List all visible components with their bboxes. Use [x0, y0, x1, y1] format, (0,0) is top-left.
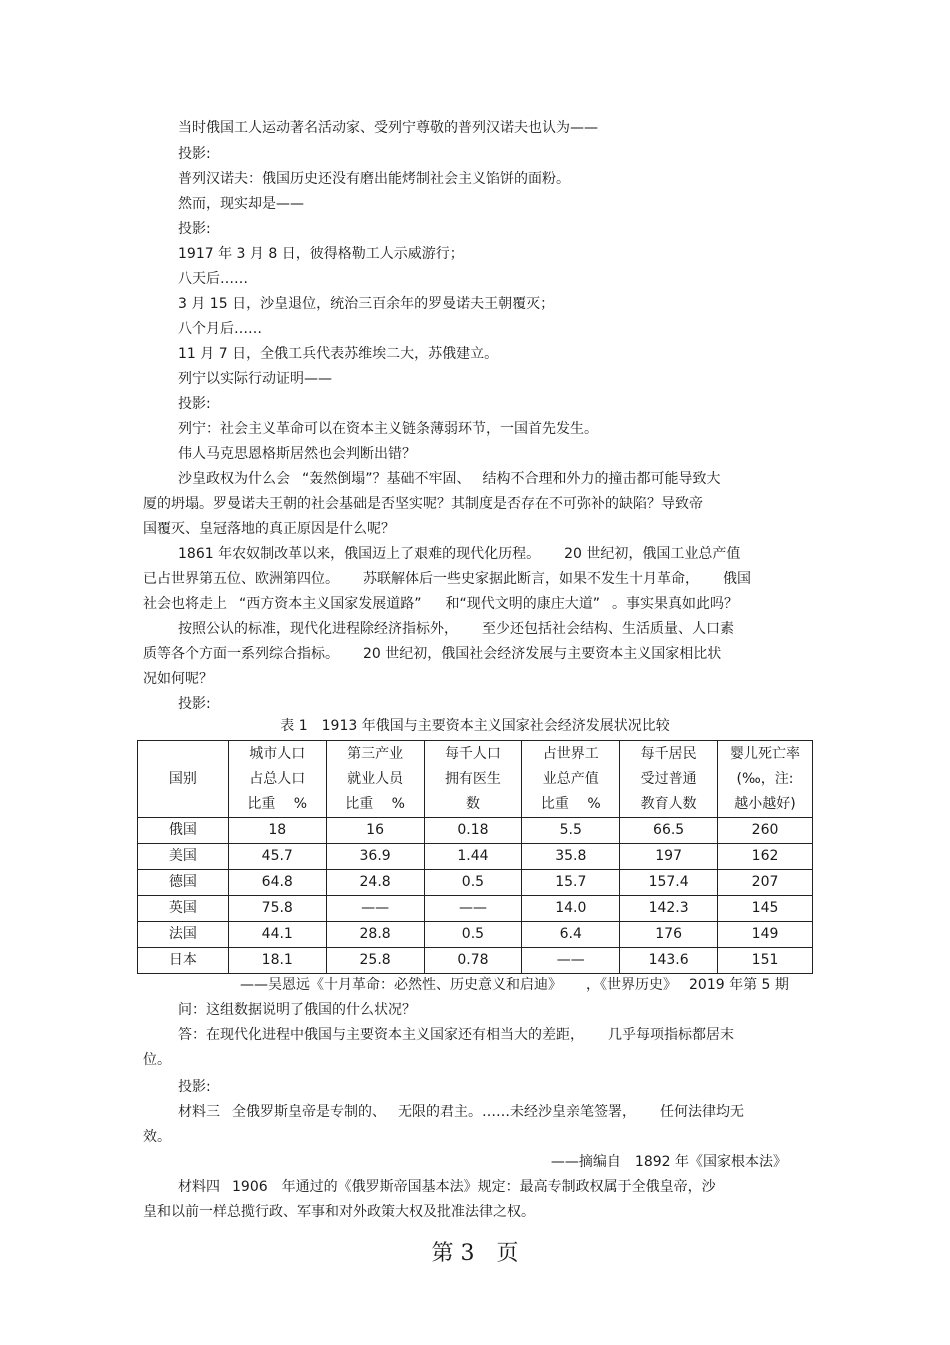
table-cell: 14.0 [522, 896, 620, 922]
header-tertiary-employment [326, 741, 424, 818]
text-segment: ——吴恩远《十月革命：必然性、历史意义和启迪》 [240, 977, 562, 993]
text-segment: ？基础不牢固、 [372, 471, 471, 487]
header-infant-mortality [718, 741, 813, 818]
table-cell: 24.8 [326, 870, 424, 896]
table-cell: 145 [718, 896, 813, 922]
header-text: 国别 [168, 770, 197, 787]
table-cell: 64.8 [228, 870, 326, 896]
table-cell: 143.6 [620, 948, 718, 974]
text-line-9: 八个月后…… [178, 321, 262, 337]
table-cell: 18 [228, 818, 326, 844]
text-line-3: 普列汉诺夫：俄国历史还没有磨出能烤制社会主义馅饼的面粉。 [178, 171, 570, 187]
text-line-7: 八天后…… [178, 271, 248, 287]
table-cell: 75.8 [228, 896, 326, 922]
projection-label-2: 投影: [178, 1079, 211, 1095]
table-row [138, 844, 813, 870]
header-text: 比重 % [345, 795, 405, 812]
paragraph-1-line-1 [178, 469, 721, 489]
text-line-12: 投影: [178, 396, 211, 412]
text-segment: 几乎每项指标都居末 [608, 1027, 734, 1043]
text-line-11: 列宁以实际行动证明—— [178, 371, 332, 387]
header-text: 拥有医生 [444, 770, 501, 787]
text-line-13: 列宁：社会主义革命可以在资本主义链条薄弱环节，一国首先发生。 [178, 421, 598, 437]
question-line: 问：这组数据说明了俄国的什么状况？ [178, 1002, 416, 1018]
page-number: 第 3 页 [431, 1241, 519, 1266]
table-cell: 36.9 [326, 844, 424, 870]
header-text: 受过普通 [640, 770, 697, 787]
text-segment: 苏联解体后一些史家据此断言，如果不发生十月革命， [363, 571, 699, 587]
answer-line-2: 位。 [143, 1052, 171, 1068]
text-segment: “西方资本主义国家发展道路” [239, 596, 422, 612]
table-cell: 25.8 [326, 948, 424, 974]
text-segment: ，《世界历史》 [586, 977, 677, 993]
material-3-source: ——摘编自 1892 年《国家根本法》 [550, 1154, 787, 1170]
header-text: 每千人口 [444, 745, 501, 762]
table-cell: 1.44 [424, 844, 522, 870]
table-cell: 0.5 [424, 922, 522, 948]
paragraph-3-line-1 [178, 619, 734, 639]
table-cell: 俄国 [138, 818, 229, 844]
table-cell: 0.78 [424, 948, 522, 974]
table-row [138, 870, 813, 896]
header-world-industrial-share [522, 741, 620, 818]
text-segment: 按照公认的标准，现代化进程除经济指标外， [178, 621, 458, 637]
text-line-4: 然而，现实却是—— [178, 196, 304, 212]
text-line-2: 投影: [178, 146, 211, 162]
table-cell: 0.5 [424, 870, 522, 896]
header-text: 占世界工 [542, 745, 599, 762]
text-segment: 已占世界第五位、欧洲第四位。 [143, 571, 339, 587]
header-text: (‰，注: [736, 770, 794, 787]
table-cell: 151 [718, 948, 813, 974]
paragraph-3-line-2 [143, 644, 721, 664]
header-text: 比重 % [247, 795, 308, 812]
paragraph-1-line-2: 厦的坍塌。罗曼诺夫王朝的社会基础是否坚实呢？其制度是否存在不可弥补的缺陷？导致帝 [143, 496, 703, 512]
table-cell: 0.18 [424, 818, 522, 844]
table-cell: 16 [326, 818, 424, 844]
table-cell: 美国 [138, 844, 229, 870]
table-row [138, 948, 813, 974]
table-cell: 15.7 [522, 870, 620, 896]
text-segment: 答：在现代化进程中俄国与主要资本主义国家还有相当大的差距， [178, 1027, 584, 1043]
table-row [138, 818, 813, 844]
text-segment: 20 世纪初，俄国社会经济发展与主要资本主义国家相比状 [363, 646, 722, 662]
header-text: 数 [465, 795, 480, 812]
header-text: 就业人员 [347, 770, 404, 787]
material-3-line-1 [178, 1102, 744, 1122]
text-segment: 材料四 [178, 1179, 220, 1195]
text-segment: 沙皇政权为什么会 [178, 471, 290, 487]
header-text: 婴儿死亡率 [730, 745, 801, 762]
paragraph-2-line-1 [178, 544, 740, 564]
table-cell: 德国 [138, 870, 229, 896]
text-segment: 至少还包括社会结构、生活质量、人口素 [482, 621, 734, 637]
table-cell: —— [424, 896, 522, 922]
table-cell: 法国 [138, 922, 229, 948]
table-cell: —— [522, 948, 620, 974]
text-segment: 。事实果真如此吗？ [612, 596, 739, 612]
material-3-line-2: 效。 [143, 1129, 171, 1145]
text-line-5: 投影: [178, 221, 211, 237]
table-cell: 149 [718, 922, 813, 948]
header-text: 业总产值 [542, 770, 599, 787]
header-urban-population [228, 741, 326, 818]
table-source [240, 975, 789, 995]
text-segment: 1906 年通过的《俄罗斯帝国基本法》规定：最高专制政权属于全俄皇帝，沙 [232, 1179, 716, 1195]
table-cell: 18.1 [228, 948, 326, 974]
table-header-row [138, 741, 813, 818]
table-row [138, 896, 813, 922]
header-text: 每千居民 [640, 745, 697, 762]
text-segment: “轰然倒塌” [302, 471, 373, 487]
text-segment: 20 世纪初，俄国工业总产值 [564, 546, 741, 562]
paragraph-3-line-3: 况如何呢？ [143, 671, 213, 687]
table-cell: —— [326, 896, 424, 922]
table-cell: 157.4 [620, 870, 718, 896]
table-cell: 45.7 [228, 844, 326, 870]
text-line-10: 11 月 7 日，全俄工兵代表苏维埃二大，苏俄建立。 [178, 346, 499, 362]
text-segment: 1861 年农奴制改革以来，俄国迈上了艰难的现代化历程。 [178, 546, 541, 562]
material-4-line-2: 皇和以前一样总揽行政、军事和对外政策大权及批准法律之权。 [143, 1204, 535, 1220]
header-text: 占总人口 [249, 770, 306, 787]
header-text: 比重 % [540, 795, 601, 812]
header-text: 城市人口 [249, 745, 306, 762]
table-cell: 207 [718, 870, 813, 896]
table-cell: 176 [620, 922, 718, 948]
text-segment: 结构不合理和外力的撞击都可能导致大 [482, 471, 721, 487]
paragraph-2-line-3 [143, 594, 738, 614]
table-cell: 28.8 [326, 922, 424, 948]
text-segment: 全俄罗斯皇帝是专制的、 [232, 1104, 386, 1120]
header-doctors-per-thousand [424, 741, 522, 818]
text-line-6: 1917 年 3 月 8 日，彼得格勒工人示威游行； [178, 246, 464, 262]
table-cell: 5.5 [522, 818, 620, 844]
header-country [138, 741, 229, 818]
header-text: 第三产业 [347, 745, 404, 762]
text-segment: 材料三 [178, 1104, 220, 1120]
text-segment: 质等各个方面一系列综合指标。 [143, 646, 339, 662]
text-segment: 2019 年第 5 期 [689, 977, 789, 993]
text-segment: 和“现代文明的康庄大道” [445, 596, 601, 612]
paragraph-1-line-3: 国覆灭、皇冠落地的真正原因是什么呢？ [143, 521, 395, 537]
table-row [138, 922, 813, 948]
table-cell: 35.8 [522, 844, 620, 870]
text-segment: 任何法律均无 [660, 1104, 744, 1120]
text-line-8: 3 月 15 日，沙皇退位，统治三百余年的罗曼诺夫王朝覆灭； [178, 296, 555, 312]
projection-label: 投影: [178, 696, 211, 712]
text-line-1: 当时俄国工人运动著名活动家、受列宁尊敬的普列汉诺夫也认为—— [178, 120, 598, 136]
table-caption: 表 1 1913 年俄国与主要资本主义国家社会经济发展状况比较 [280, 718, 670, 734]
table-cell: 142.3 [620, 896, 718, 922]
table-cell: 260 [718, 818, 813, 844]
table-cell: 6.4 [522, 922, 620, 948]
material-4-line-1 [178, 1177, 716, 1197]
table-cell: 44.1 [228, 922, 326, 948]
table-cell: 66.5 [620, 818, 718, 844]
text-line-14: 伟人马克思恩格斯居然也会判断出错？ [178, 446, 416, 462]
header-text: 越小越好) [734, 795, 796, 812]
table-cell: 日本 [138, 948, 229, 974]
text-segment: 无限的君主。……未经沙皇亲笔签署， [398, 1104, 636, 1120]
table-cell: 197 [620, 844, 718, 870]
text-segment: 俄国 [723, 571, 751, 587]
header-educated-per-thousand [620, 741, 718, 818]
table-cell: 英国 [138, 896, 229, 922]
table-cell: 162 [718, 844, 813, 870]
text-segment: 社会也将走上 [143, 596, 227, 612]
comparison-table [137, 740, 813, 974]
header-text: 教育人数 [640, 795, 697, 812]
paragraph-2-line-2 [143, 569, 751, 589]
answer-line-1 [178, 1025, 734, 1045]
